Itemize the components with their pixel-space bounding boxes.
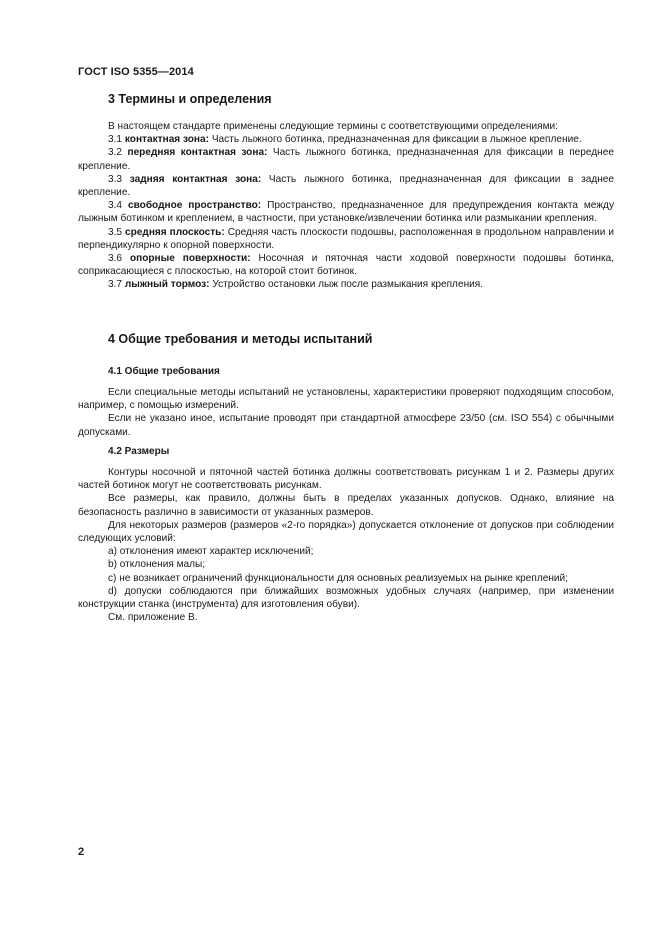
section-3-body	[78, 120, 614, 292]
term-3-2: 3.2 передняя контактная зона: Часть лыжного ботинка, предназначенная для фиксации в переднее крепление.	[78, 147, 614, 172]
term-3-3: 3.3 задняя контактная зона: Часть лыжного ботинка, предназначенная для фиксации в заднее крепление.	[78, 173, 615, 199]
subsection-4-2-title: 4.2 Размеры	[108, 446, 170, 457]
paragraph: Если не указано иное, испытание проводят при стандартной атмосфере 23/50 (см. ISO 554) с обычными допусками.	[78, 413, 614, 438]
subsection-4-2-body	[78, 466, 614, 624]
paragraph: Контуры носочной и пяточной частей ботинка должны соответствовать рисункам 1 и 2. Размеры других частей ботинок могут не соответствовать рисункам.	[78, 467, 614, 492]
document-code-header: ГОСТ ISO 5355—2014	[78, 66, 194, 78]
term-3-5: 3.5 средняя плоскость: Средняя часть плоскости подошвы, расположенная в продольном направлении и перпендикулярно к опорной поверхности.	[78, 226, 615, 251]
term-3-1: 3.1 контактная зона: Часть лыжного ботинка, предназначенная для фиксации в лыжное крепление.	[108, 134, 582, 146]
list-item: b) отклонения малы;	[108, 559, 206, 571]
paragraph: Если специальные методы испытаний не установлены, характеристики проверяют подходящим способом, например, с помощью измерений.	[78, 387, 614, 412]
term-3-4: 3.4 свободное пространство: Пространство, предназначенное для предупреждения контакта между лыжным ботинком и креплением, в частности, при установке/извлечении ботинка или размыкании крепления.	[78, 200, 614, 225]
list-item: c) не возникает ограничений функциональности для основных реализуемых на рынке креплений;	[108, 572, 568, 584]
page-number: 2	[78, 846, 85, 858]
paragraph: Для некоторых размеров (размеров «2-го порядка») допускается отклонение от допусков при соблюдении следующих условий:	[78, 519, 614, 545]
subsection-4-1-title: 4.1 Общие требования	[108, 366, 220, 377]
term-3-7: 3.7 лыжный тормоз: Устройство остановки лыж после размыкания крепления.	[108, 279, 484, 291]
section-3-intro: В настоящем стандарте применены следующие термины с соответствующими определениями:	[108, 121, 558, 132]
list-item: d) допуски соблюдаются при ближайших возможных удобных случаях (например, при изменении конструкции станка (инструмента) для изготовления обуви).	[78, 585, 614, 611]
appendix-reference: См. приложение В.	[108, 612, 198, 624]
section-3-title: 3 Термины и определения	[108, 92, 272, 106]
term-3-6: 3.6 опорные поверхности: Носочная и пяточная части ходовой поверхности подошвы ботинка, соприкасающиеся с плоскостью, на которой стоит ботинок.	[78, 253, 615, 278]
paragraph: Все размеры, как правило, должны быть в пределах указанных допусков. Однако, влияние на безопасность различно в зависимости от указанных размеров.	[78, 493, 614, 518]
section-4-title: 4 Общие требования и методы испытаний	[108, 332, 373, 346]
list-item: a) отклонения имеют характер исключений;	[108, 546, 314, 558]
subsection-4-1-body	[78, 386, 614, 439]
